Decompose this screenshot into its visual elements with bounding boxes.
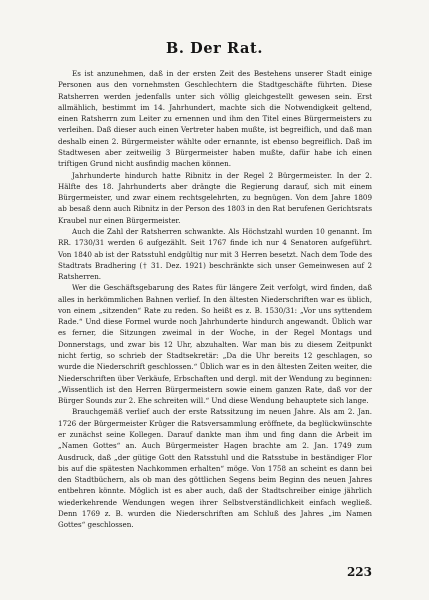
paragraph-3: Auch die Zahl der Ratsherren schwankte. Als Höchstzahl wurden 10 genannt. Im RR. 1730/31 werden 6 aufgezählt. Seit 1767 finde ich nur 4 Senatoren aufgeführt. Von 1840 ab ist der Ratsstuhl endgültig nur mit 3 Herren besetzt. Nach dem Tode des Stadtrats Bradhering († 31. Dez. 1921) beschränkte sich unser Gemeinwesen auf 2 Ratsherren. <box>58 226 372 282</box>
body-text <box>58 68 372 531</box>
paragraph-1: Es ist anzunehmen, daß in der ersten Zeit des Bestehens unserer Stadt einige Personen aus den vornehmsten Geschlechtern die Stadtgeschäfte führten. Diese Ratsherren werden jedenfalls unter sich völlig gleichgestellt gewesen sein. Erst allmählich, bestimmt im 14. Jahrhundert, machte sich die Notwendigkeit geltend, einen Ratsherrn zum Leiter zu ernennen und ihm den Titel eines Bürgermeisters zu verleihen. Daß dieser auch einen Vertreter haben mußte, ist begreiflich, und daß man deshalb einen 2. Bürgermeister wählte oder ernannte, ist ebenso begreiflich. Daß im Stadtwesen aber zeitweilig 3 Bürgermeister haben mußte, dafür habe ich einen triftigen Grund nicht ausfindig machen können. <box>58 69 372 169</box>
paragraph-5: Brauchgemäß verlief auch der erste Ratssitzung im neuen Jahre. Als am 2. Jan. 1726 der Bürgermeister Krüger die Ratsversammlung eröffnete, da beglückwünschte er zunächst seine Kollegen. Darauf dankte man ihm und fing dann die Arbeit im „Namen Gottes“ an. Auch Bürgermeister Hagen brachte am 2. Jan. 1749 zum Ausdruck, daß „der gütige Gott den Ratsstuhl und die Ratsstube in beständiger Flor bis auf die spätesten Nachkommen erhalten“ möge. Von 1758 an scheint es dann bei den Stadtbüchern, als ob man des göttlichen Segens beim Beginn des neuen Jahres entbehren könnte. Möglich ist es aber auch, daß der Stadtschreiber einige jährlich wiederkehrende Wendungen wegen ihrer Selbstverständlichkeit einfach wegließ. Denn 1769 z. B. wurden die Niederschriften am Schluß des Jahres „im Namen Gottes“ geschlossen. <box>58 407 372 530</box>
page-number: 223 <box>346 565 372 579</box>
paragraph-2: Jahrhunderte hindurch hatte Ribnitz in der Regel 2 Bürgermeister. In der 2. Hälfte des 18. Jahrhunderts aber drängte die Regierung darauf, sich mit einem Bürgermeister, und zwar einem rechtsgelehrten, zu begnügen. Von dem Jahre 1809 ab besaß denn auch Ribnitz in der Person des 1803 in den Rat berufenen Gerichtsrats Kraubel nur einen Bürgermeister. <box>58 170 372 225</box>
paragraph-4: Wer die Geschäftsgebarung des Rates für längere Zeit verfolgt, wird finden, daß alles in herkömmlichen Bahnen verlief. In den ältesten Niederschriften war es üblich, von einem „sitzenden“ Rate zu reden. So heißt es z. B. 1530/31: „Vor uns syttendem Rade.“ Und diese Formel wurde noch Jahrhunderte hindurch angewandt. Üblich war es ferner, die Sitzungen zweimal in der Woche, in der Regel Montags und Donnerstags, und zwar bis 12 Uhr, abzuhalten. War man bis zu diesem Zeitpunkt nicht fertig, so schrieb der Stadtsekretär: „Da die Uhr bereits 12 geschlagen, so wurde die Niederschrift geschlossen.“ Üblich war es in den ältesten Zeiten weiter, die Niederschriften über Verkäufe, Erbschaften und dergl. mit der Wendung zu beginnen: „Wissentlich ist den Herren Bürgermeistern sowie einem ganzen Rate, daß vor der Bürger Sounds zur 2. Ehe schreiten will.“ Und diese Wendung behauptete sich lange. <box>58 283 372 406</box>
section-heading: B. Der Rat. <box>166 40 263 57</box>
